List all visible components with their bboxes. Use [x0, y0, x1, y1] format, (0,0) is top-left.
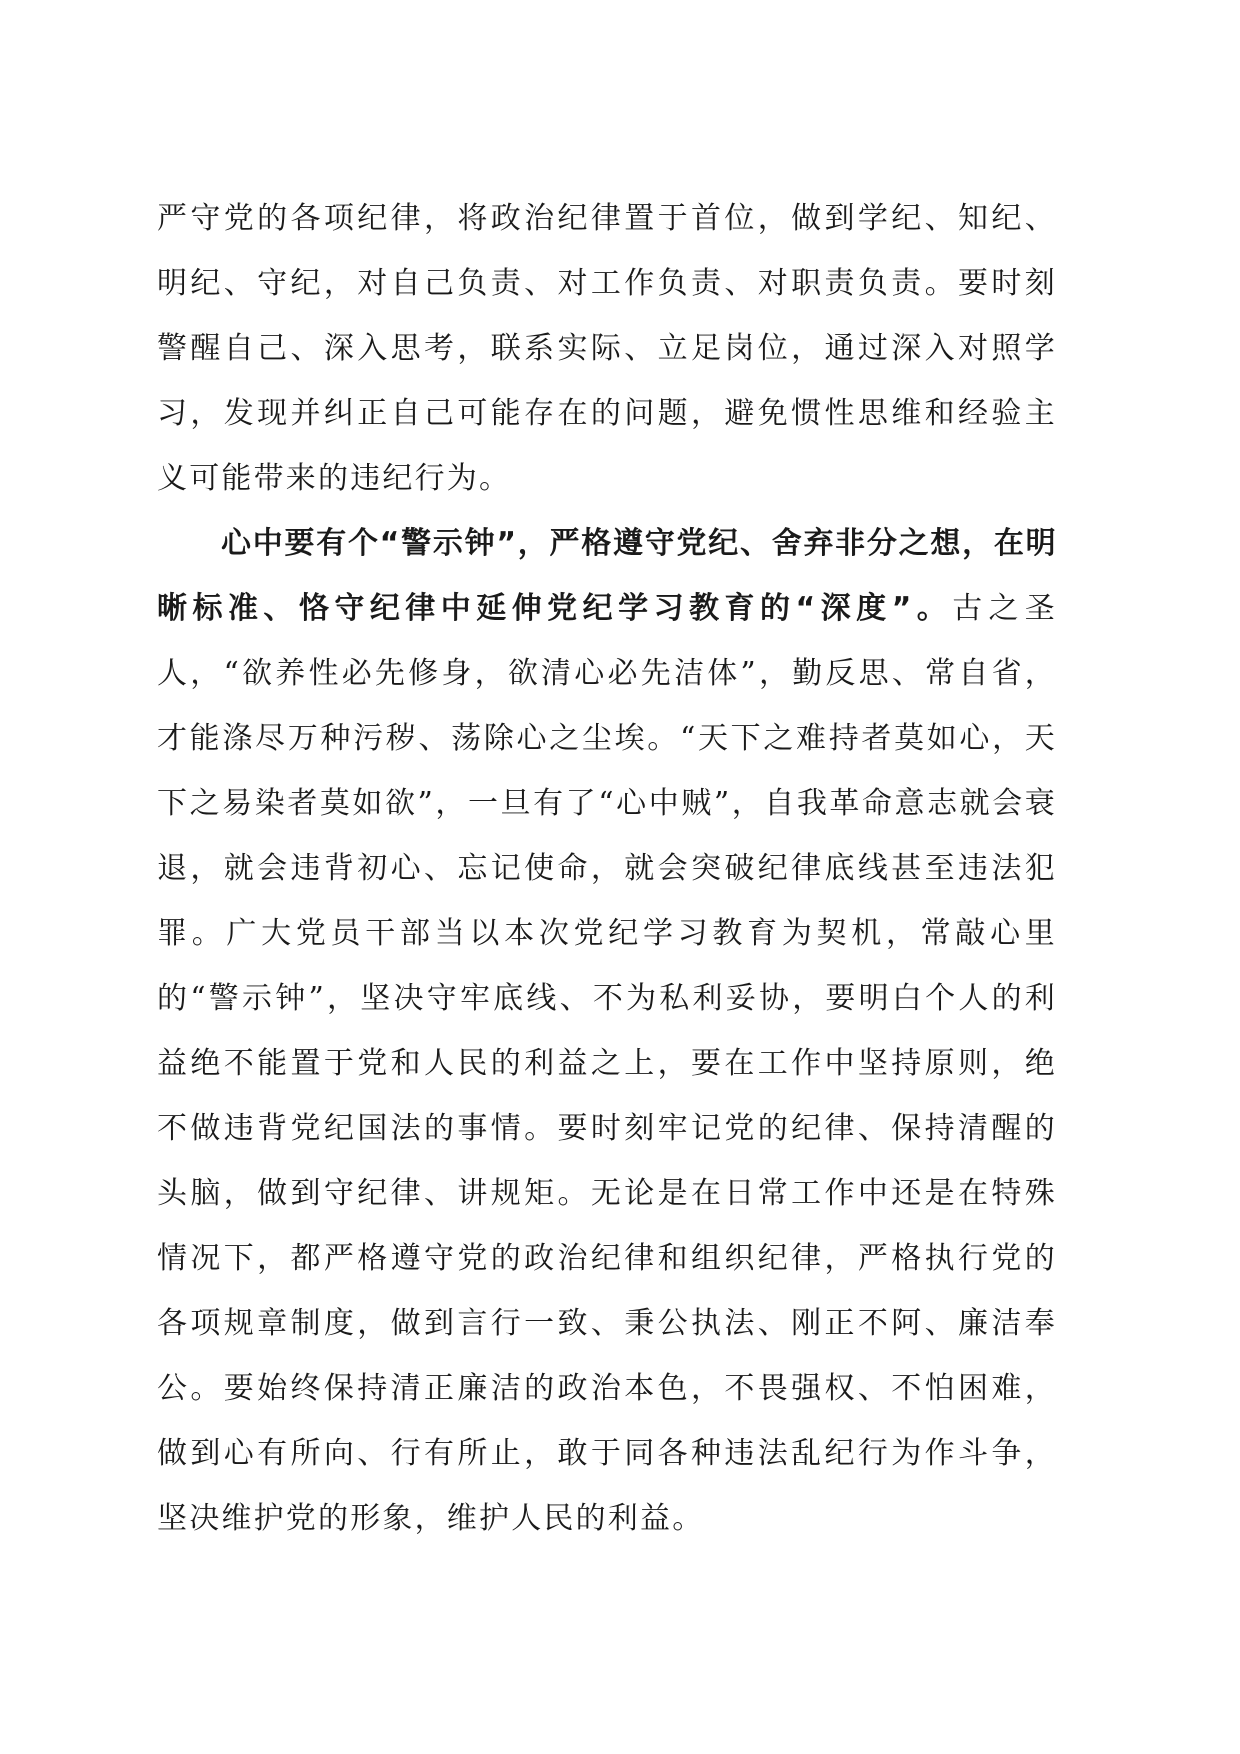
paragraph-text: 严守党的各项纪律，将政治纪律置于首位，做到学纪、知纪、明纪、守纪，对自己负责、对工作负责、对职责负责。要时刻警醒自己、深入思考，联系实际、立足岗位，通过深入对照学习，发现并纠正自己可能存在的问题，避免惯性思维和经验主义可能带来的违纪行为。	[157, 201, 1057, 496]
paragraph-text: 古之圣人，“欲养性必先修身，欲清心必先洁体”，勤反思、常自省，才能涤尽万种污秽、荡除心之尘埃。“天下之难持者莫如心，天下之易染者莫如欲”，一旦有了“心中贼”，自我革命意志就会衰退，就会违背初心、忘记使命，就会突破纪律底线甚至违法犯罪。广大党员干部当以本次党纪学习教育为契机，常敲心里的“警示钟”，坚决守牢底线、不为私利妥协，要明白个人的利益绝不能置于党和人民的利益之上，要在工作中坚持原则，绝不做违背党纪国法的事情。要时刻牢记党的纪律、保持清醒的头脑，做到守纪律、讲规矩。无论是在日常工作中还是在特殊情况下，都严格遵守党的政治纪律和组织纪律，严格执行党的各项规章制度，做到言行一致、秉公执法、刚正不阿、廉洁奉公。要始终保持清正廉洁的政治本色，不畏强权、不怕困难，做到心有所向、行有所止，敢于同各种违法乱纪行为作斗争，坚决维护党的形象，维护人民的利益。	[157, 591, 1057, 1536]
document-body	[157, 186, 1057, 1551]
paragraph-continuation	[157, 186, 1057, 511]
paragraph-lead-heading: 心中要有个“警示钟”，严格遵守党纪、舍弃非分之想，在明晰标准、恪守纪律中延伸党纪学习教育的“深度”。	[157, 526, 1057, 626]
paragraph-warning-bell	[157, 511, 1057, 1551]
